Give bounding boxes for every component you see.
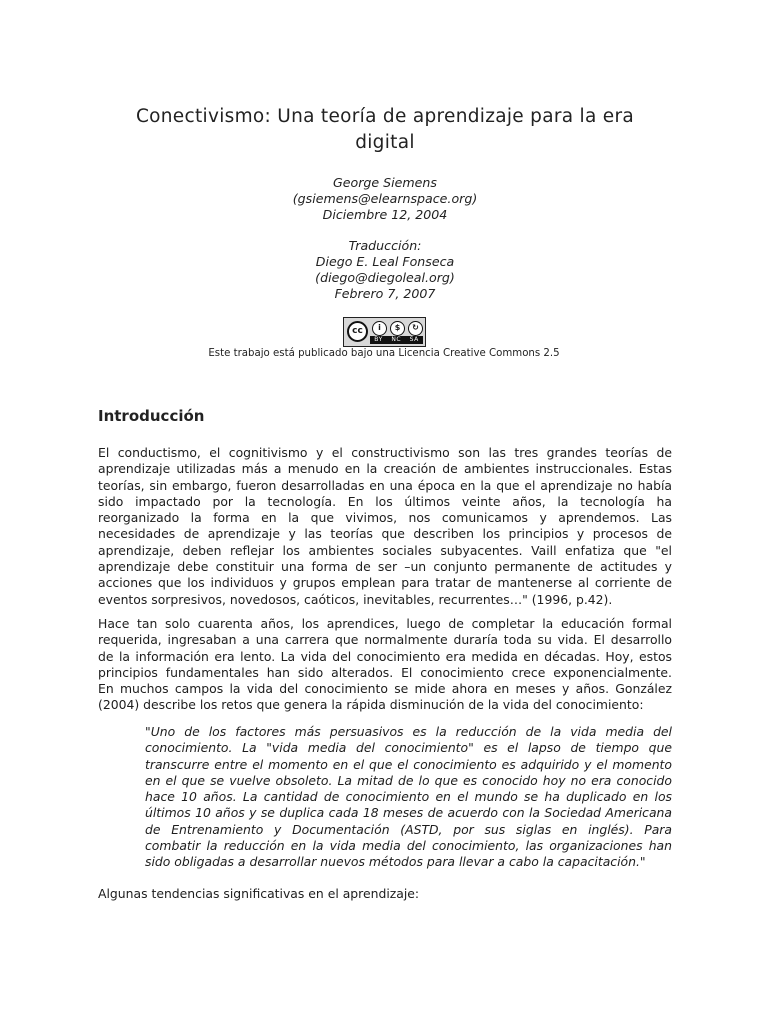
paragraph-2 [98,616,672,714]
text-line: acciones que los individuos y grupos emplean para tratar de mantenerse al corriente de [98,575,672,591]
section-heading: Introducción [98,407,205,425]
text-line: En muchos campos la vida del conocimiento se mide ahora en meses y años. González [98,681,672,697]
by-icon: i [372,321,387,336]
text-line: sido impactado por la tecnología. En los últimos veinte años, la tecnología ha [98,493,672,509]
text-line: requerida, ingresaban a una carrera que normalmente duraría toda su vida. El desarrollo [98,632,672,648]
author-email: (gsiemens@elearnspace.org) [292,191,478,206]
quote-line: de Entrenamiento y Documentación (ASTD, por sus siglas en inglés). Para [145,821,672,837]
author-date: Diciembre 12, 2004 [322,207,448,222]
quote-line: hace 10 años. La cantidad de conocimiento en el mundo se ha duplicado en los [145,789,672,805]
text-line: eventos sorpresivos, novedosos, caóticos, inevitables, recurrentes…" (1996, p.42). [98,591,613,607]
quote-line: últimos 10 años y se duplica cada 18 meses de acuerdo con la Sociedad Americana [145,805,672,821]
quote-line: combatir la reducción en la vida media del conocimiento, las organizaciones han [145,838,672,854]
text-line: aprendizaje utilizadas más a menudo en la creación de ambientes instruccionales. Estas [98,461,672,477]
license-tag-sa: SA [409,336,419,343]
license-tags [370,336,423,344]
quote-line: "Uno de los factores más persuasivos es la reducción de la vida media del [145,724,672,739]
translation-label: Traducción: [348,238,422,253]
paragraph-1 [98,445,672,608]
quote-line: transcurre entre el momento en el que el conocimiento es adquirido y el momento [145,756,672,772]
cc-logo: cc [347,321,368,342]
creative-commons-icon [343,317,426,347]
text-line: principios fundamentales han sido alterados. El conocimiento crece exponencialmente. [98,664,672,680]
author-name: George Siemens [333,175,437,190]
translator-email: (diego@diegoleal.org) [315,270,455,285]
trends-intro [98,886,672,902]
document-title [100,104,670,156]
text-line: reorganizado la forma en la que vivimos, nos comunicamos y aprendemos. Las [98,510,672,526]
quote-line: sido obligadas a desarrollar nuevos métodos para llevar a cabo la capacitación." [145,854,646,870]
text-line: El conductismo, el cognitivismo y el constructivismo son las tres grandes teorías de [98,445,672,460]
quote-line: conocimiento. La "vida media del conocimiento" es el lapso de tiempo que [145,740,672,756]
license-tag-nc: NC [391,336,402,343]
text-line: necesidades de aprendizaje y las teorías que describen los principios y procesos de [98,526,672,542]
translator-name: Diego E. Leal Fonseca [315,254,455,269]
block-quote [145,724,672,871]
text-line: Hace tan solo cuarenta años, los aprendices, luego de completar la educación formal [98,616,672,631]
text-line: teorías, sin embargo, fueron desarrolladas en una época en la que el aprendizaje no había [98,477,672,493]
author-block [200,175,570,223]
translation-date: Febrero 7, 2007 [334,286,436,301]
text-line: aprendizaje debe constituir una forma de ser –un conjunto permanente de actitudes y [98,559,672,575]
text-line: Algunas tendencias significativas en el aprendizaje: [98,886,420,901]
text-line: (2004) describe los retos que genera la rápida disminución de la vida del conocimiento: [98,697,644,713]
sa-icon: ↻ [408,321,423,336]
text-line: de la información era lento. La vida del conocimiento era medida en décadas. Hoy, estos [98,648,672,664]
translation-block [200,238,570,302]
text-line: aprendizaje, deben reflejar los ambientes sociales subyacentes. Vaill enfatiza que "el [98,542,672,558]
title-line: digital [355,132,415,153]
license-tag-by: BY [374,336,383,343]
title-line: Conectivismo: Una teoría de aprendizaje para la era [135,106,635,127]
quote-line: en el que se vuelve obsoleto. La mitad de lo que es conocido hoy no era conocido [145,772,672,788]
nc-icon: $ [390,321,405,336]
license-text: Este trabajo está publicado bajo una Licencia Creative Commons 2.5 [208,348,560,359]
